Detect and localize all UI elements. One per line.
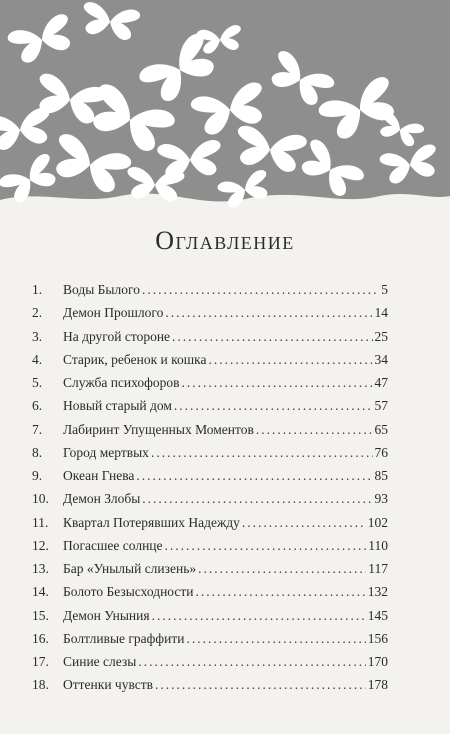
toc-entry (32, 348, 388, 371)
toc-leader-dots (155, 673, 366, 696)
toc-page-number: 57 (374, 398, 388, 414)
toc-entry (32, 487, 388, 510)
toc-page-number: 85 (374, 468, 388, 483)
toc-title: Оттенки чувств (63, 677, 154, 693)
toc-number: 17. (32, 654, 49, 669)
toc-number: 9. (32, 468, 43, 483)
toc-title: Город мертвых (63, 444, 149, 460)
toc-entry (32, 301, 388, 324)
toc-number: 2. (32, 305, 43, 321)
toc-entry (32, 441, 388, 464)
toc-entry (32, 278, 388, 301)
toc-page-number: 178 (367, 677, 388, 693)
toc-title: Бар «Унылый слизень» (63, 561, 197, 576)
toc-leader-dots (152, 604, 366, 627)
toc-number: 4. (32, 351, 43, 367)
toc-page-number: 132 (367, 584, 388, 600)
toc-leader-dots (138, 650, 365, 673)
toc-leader-dots (198, 557, 366, 580)
toc-title: Квартал Потерявших Надежду (63, 514, 240, 530)
toc-page-number: 76 (374, 444, 388, 460)
toc-title: Болото Безысходности (63, 584, 194, 600)
toc-page-number: 34 (374, 351, 388, 367)
toc-title: Океан Гнева (63, 468, 135, 483)
toc-number: 5. (32, 375, 43, 390)
toc-number: 12. (32, 537, 49, 553)
toc-number: 8. (32, 444, 43, 460)
toc-entry (32, 580, 388, 603)
toc-entry (32, 627, 388, 650)
toc-page-number: 65 (374, 421, 388, 437)
toc-entry (32, 511, 388, 534)
toc-entry (32, 325, 388, 348)
toc-title: Старик, ребенок и кошка (63, 351, 207, 367)
toc-leader-dots (186, 627, 365, 650)
toc-leader-dots (165, 301, 372, 324)
toc-entry (32, 394, 388, 417)
toc-page-number: 117 (368, 561, 388, 576)
page-title: Оглавление (155, 226, 295, 255)
toc-title: Погасшее солнце (63, 537, 163, 553)
toc-entry (32, 604, 388, 627)
toc-number: 13. (32, 561, 49, 576)
butterflies-banner (0, 0, 450, 216)
toc-number: 3. (32, 328, 43, 344)
toc-page-number: 93 (374, 491, 388, 507)
toc-leader-dots (142, 278, 379, 301)
toc-leader-dots (208, 348, 372, 371)
toc-number: 11. (32, 514, 49, 530)
toc-title: Лабиринт Упущенных Моментов (63, 421, 254, 437)
toc-entry (32, 464, 388, 487)
toc-leader-dots (136, 464, 372, 487)
toc-leader-dots (165, 534, 367, 557)
toc-page-number: 102 (367, 514, 388, 530)
toc-title: Воды Былого (63, 282, 140, 297)
toc-number: 16. (32, 630, 49, 646)
toc-leader-dots (151, 441, 373, 464)
toc-number: 10. (32, 491, 49, 507)
toc-leader-dots (142, 487, 372, 510)
toc-leader-dots (242, 511, 366, 534)
toc-number: 6. (32, 398, 43, 414)
toc-leader-dots (256, 418, 373, 441)
butterflies-icon (0, 0, 450, 216)
table-of-contents (32, 278, 388, 697)
toc-page-number: 5 (381, 282, 388, 297)
toc-page-number: 170 (367, 654, 388, 669)
toc-entry (32, 534, 388, 557)
toc-entry (32, 418, 388, 441)
toc-leader-dots (172, 325, 372, 348)
toc-number: 15. (32, 607, 49, 623)
toc-page-number: 110 (368, 537, 388, 553)
toc-number: 14. (32, 584, 49, 600)
toc-number: 1. (32, 282, 43, 297)
toc-number: 18. (32, 677, 49, 693)
toc-page-number: 47 (374, 375, 388, 390)
toc-entry (32, 673, 388, 696)
toc-page-number: 25 (374, 328, 388, 344)
toc-entry (32, 650, 388, 673)
toc-title: Демон Злобы (63, 491, 141, 507)
toc-entry (32, 557, 388, 580)
toc-leader-dots (174, 394, 373, 417)
toc-title: Демон Прошлого (63, 305, 164, 321)
toc-leader-dots (196, 580, 366, 603)
toc-title: Новый старый дом (63, 398, 172, 414)
toc-title: Синие слезы (63, 654, 137, 669)
toc-page-number: 145 (367, 607, 388, 623)
toc-title: Болтливые граффити (63, 630, 185, 646)
toc-title: Служба психофоров (63, 375, 180, 390)
toc-leader-dots (182, 371, 373, 394)
toc-page-number: 14 (374, 305, 388, 321)
toc-number: 7. (32, 421, 43, 437)
toc-entry (32, 371, 388, 394)
toc-title: Демон Уныния (63, 607, 150, 623)
toc-title: На другой стороне (63, 328, 171, 344)
toc-page-number: 156 (367, 630, 388, 646)
